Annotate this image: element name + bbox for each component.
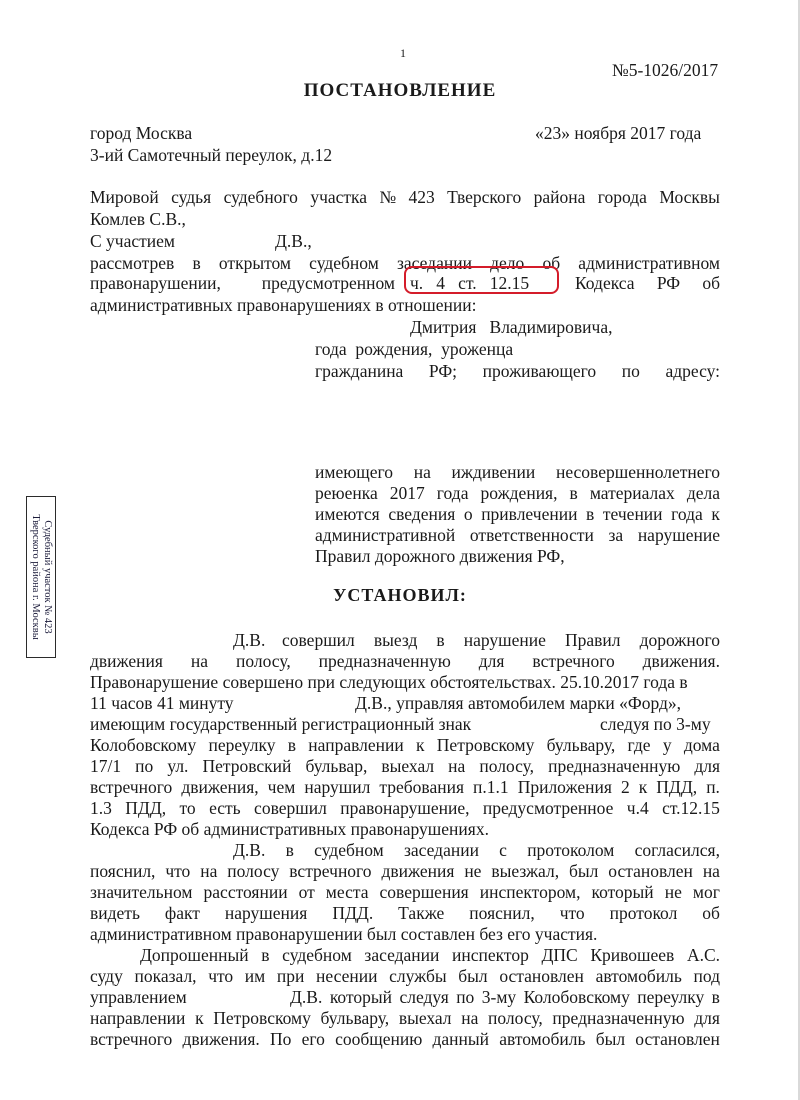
- word: к: [195, 1008, 204, 1028]
- word: дела: [686, 483, 720, 503]
- p1-line-10: Кодекса РФ об административных правонарушениях.: [90, 819, 489, 839]
- word: полосу,: [236, 651, 291, 671]
- word: выехал: [381, 756, 435, 776]
- word: к: [711, 504, 720, 524]
- word: места: [325, 882, 369, 902]
- word: за: [608, 525, 624, 545]
- word: Приложения: [517, 777, 612, 797]
- word: 1.3: [90, 798, 112, 818]
- word: движения: [90, 651, 163, 671]
- p1-line-5b: следуя по 3-му: [600, 714, 711, 734]
- word: в: [586, 504, 595, 524]
- word: ул.: [167, 756, 189, 776]
- word: Кодекса: [575, 273, 635, 293]
- word: который: [591, 882, 654, 902]
- word: протокол: [609, 903, 678, 923]
- p1-line-5a: имеющим государственный регистрационный знак: [90, 714, 472, 734]
- word: что: [165, 861, 191, 881]
- word: на: [190, 651, 209, 671]
- word: встречного: [90, 777, 173, 797]
- word: судебном: [309, 253, 379, 273]
- word: Москвы: [659, 187, 720, 207]
- word: суду: [90, 966, 123, 986]
- word: мог: [692, 882, 720, 902]
- word: следуя: [399, 987, 449, 1007]
- word: для: [478, 651, 505, 671]
- word: по: [135, 756, 154, 776]
- p3-line-5: [90, 1029, 720, 1049]
- word: правонарушение,: [340, 798, 470, 818]
- word: выезд: [373, 630, 418, 650]
- court-address: 3-ий Самотечный переулок, д.12: [90, 145, 333, 165]
- word: полосу,: [479, 756, 535, 776]
- word: судебном: [282, 945, 352, 965]
- judge-name: Комлев С.В.,: [90, 209, 186, 229]
- word: бульвару,: [546, 735, 616, 755]
- word: Д.В.: [233, 840, 266, 860]
- word: заседании: [396, 253, 472, 273]
- word: реюенка: [315, 483, 378, 503]
- against-line: административных правонарушениях в отношении:: [90, 295, 477, 315]
- word: есть: [209, 798, 241, 818]
- judge-line-1: [90, 187, 720, 207]
- word: предназначенную: [318, 651, 451, 671]
- word: в: [285, 840, 294, 860]
- word: протоколом: [527, 840, 615, 860]
- p2-line-4: [90, 903, 720, 923]
- p1-line-7: [90, 756, 720, 776]
- word: был: [595, 1029, 626, 1049]
- word: судебного: [223, 187, 298, 207]
- word: согласился,: [634, 840, 720, 860]
- word: нарушил: [304, 777, 371, 797]
- word: требования: [379, 777, 464, 797]
- word: 423: [408, 187, 435, 207]
- word: несовершеннолетнего: [555, 462, 720, 482]
- word: полосу: [227, 861, 280, 881]
- word: чем: [267, 777, 296, 797]
- word: направлении: [308, 735, 404, 755]
- word: на: [702, 861, 720, 881]
- word: то: [179, 798, 196, 818]
- word: Петровскому: [213, 1008, 311, 1028]
- stamp-line-1: Судебный участок № 423: [42, 520, 53, 634]
- word: автомобиль: [595, 966, 682, 986]
- word: факт: [164, 903, 200, 923]
- word: при: [276, 966, 305, 986]
- word: 3-му: [481, 987, 517, 1007]
- word: об: [702, 903, 720, 923]
- word: иждивении: [451, 462, 536, 482]
- records-line: [315, 504, 720, 524]
- word: ДПС: [541, 945, 578, 965]
- stamp-line-2: Тверского района г. Москвы: [30, 514, 41, 640]
- word: совершения: [379, 882, 469, 902]
- word: предназначенную: [548, 756, 681, 776]
- offense-line-b: [575, 273, 720, 293]
- word: сведения: [388, 504, 456, 524]
- word: административной: [315, 525, 456, 545]
- word: РФ;: [428, 361, 458, 381]
- word: на: [448, 756, 466, 776]
- word: по: [456, 987, 475, 1007]
- word: его: [301, 1029, 325, 1049]
- word: Колобовскому: [90, 735, 197, 755]
- word: выехал: [398, 1008, 452, 1028]
- word: Колобовскому: [523, 987, 630, 1007]
- word: для: [694, 756, 720, 776]
- word: к: [416, 735, 425, 755]
- word: гражданина: [315, 361, 404, 381]
- word: у: [662, 735, 672, 755]
- word: дело: [490, 253, 525, 273]
- liability-line: [315, 525, 720, 545]
- word: встречного: [289, 861, 372, 881]
- word: на: [200, 861, 218, 881]
- word: 17/1: [90, 756, 122, 776]
- word: встречного: [90, 1029, 173, 1049]
- word: рождения,: [480, 483, 558, 503]
- word: был: [458, 966, 488, 986]
- word: 2: [620, 777, 630, 797]
- offense-line-a: [90, 273, 395, 293]
- participation-label: С участием: [90, 231, 175, 251]
- stamp-text: [29, 496, 53, 658]
- word: привлечении: [481, 504, 578, 524]
- word: ПДД,: [656, 777, 698, 797]
- word: ответственности: [469, 525, 594, 545]
- word: службы: [389, 966, 447, 986]
- participant-initials: Д.В.,: [275, 231, 312, 251]
- word: открытом: [218, 253, 291, 273]
- word: Также: [398, 903, 445, 923]
- word: инспектор: [452, 945, 529, 965]
- established-heading: УСТАНОВИЛ:: [333, 585, 467, 605]
- word: на: [461, 1008, 479, 1028]
- word: видеть: [90, 903, 140, 923]
- p1-line-4a: 11 часов 41 минуту: [90, 693, 234, 713]
- p1-line-3: Правонарушение совершено при следующих обстоятельствах. 25.10.2017 года в: [90, 672, 688, 692]
- word: Правил: [564, 630, 621, 650]
- word: пояснил,: [90, 861, 156, 881]
- word: под: [693, 966, 720, 986]
- p1-line-6: [90, 735, 720, 755]
- word: где: [627, 735, 651, 755]
- word: переулку: [208, 735, 276, 755]
- p2-line-3: [90, 882, 720, 902]
- word: что: [559, 903, 585, 923]
- place-city: город Москва: [90, 123, 193, 143]
- p1-line-8: [90, 777, 720, 797]
- article-highlight-circle: [404, 266, 559, 294]
- word: который: [329, 987, 392, 1007]
- word: течении: [602, 504, 663, 524]
- p1-initials: Д.В.: [233, 630, 266, 650]
- word: ПДД,: [125, 798, 167, 818]
- word: об: [702, 273, 720, 293]
- word: в: [192, 253, 201, 273]
- word: в: [436, 630, 445, 650]
- p1-line-1: [282, 630, 720, 650]
- word: не: [464, 861, 482, 881]
- word: в: [287, 735, 297, 755]
- word: дома: [683, 735, 720, 755]
- word: в: [261, 945, 270, 965]
- p3-line-1: [140, 945, 720, 965]
- word: нарушение: [637, 525, 720, 545]
- word: о: [463, 504, 473, 524]
- word: А.С.: [686, 945, 720, 965]
- page-number: 1: [400, 46, 406, 60]
- p1-line-2: [90, 651, 720, 671]
- p2-line-1: [233, 840, 720, 860]
- word: предназначенную: [552, 1008, 685, 1028]
- word: материалах: [589, 483, 675, 503]
- word: административном: [578, 253, 720, 273]
- case-number: №5-1026/2017: [612, 60, 719, 80]
- word: РФ: [656, 273, 681, 293]
- word: что: [208, 966, 234, 986]
- word: Кривошеев: [590, 945, 675, 965]
- word: остановлен: [499, 966, 584, 986]
- word: сообщению: [335, 1029, 423, 1049]
- word: адресу:: [665, 361, 720, 381]
- decision-date: «23» ноября 2017 года: [535, 123, 702, 143]
- word: несении: [316, 966, 378, 986]
- word: п.1.1: [473, 777, 509, 797]
- person-birth: года рождения, уроженца: [315, 339, 514, 359]
- word: выезжал,: [491, 861, 560, 881]
- word: нарушения: [224, 903, 308, 923]
- word: Мировой: [90, 187, 159, 207]
- p3-line-2: [90, 966, 720, 986]
- p1-line-9: [90, 798, 720, 818]
- word: направлении: [90, 1008, 186, 1028]
- word: совершил: [254, 798, 327, 818]
- redacted-address: [310, 385, 730, 455]
- word: значительном: [90, 882, 193, 902]
- word: Д.В.: [290, 987, 323, 1007]
- word: для: [694, 1008, 720, 1028]
- word: был: [568, 861, 599, 881]
- word: п.: [706, 777, 720, 797]
- word: движения: [381, 861, 455, 881]
- word: автомобиль: [499, 1029, 586, 1049]
- word: района: [533, 187, 586, 207]
- word: к: [638, 777, 648, 797]
- word: рассмотрев: [90, 253, 175, 273]
- word: По: [270, 1029, 292, 1049]
- word: судебном: [314, 840, 384, 860]
- word: Петровский: [202, 756, 292, 776]
- word: 2017: [389, 483, 425, 503]
- word: заседании: [403, 840, 479, 860]
- word: движения.: [182, 1029, 260, 1049]
- word: им: [244, 966, 266, 986]
- p2-line-2: [90, 861, 720, 881]
- word: предусмотренном: [261, 273, 395, 293]
- word: встречного: [532, 651, 615, 671]
- word: данный: [432, 1029, 490, 1049]
- p3-line-3b: [290, 987, 720, 1007]
- word: совершил: [282, 630, 355, 650]
- word: судья: [171, 187, 212, 207]
- word: города: [597, 187, 647, 207]
- word: расстоянии: [203, 882, 288, 902]
- word: правонарушении,: [90, 273, 221, 293]
- word: заседании: [364, 945, 440, 965]
- word: №: [379, 187, 397, 207]
- person-citizenship: [315, 361, 720, 381]
- child-line: [315, 483, 720, 503]
- word: в: [569, 483, 578, 503]
- redaction-box: [636, 314, 732, 338]
- p3-line-3a: управлением: [90, 987, 187, 1007]
- word: предусмотренное: [482, 798, 614, 818]
- p3-line-4: [90, 1008, 720, 1028]
- word: имеющего: [315, 462, 394, 482]
- word: не: [664, 882, 682, 902]
- word: остановлен: [608, 861, 693, 881]
- word: ПДД.: [332, 903, 374, 923]
- word: остановлен: [635, 1029, 720, 1049]
- word: в: [711, 987, 720, 1007]
- word: Петровскому: [436, 735, 535, 755]
- word: движения.: [642, 651, 720, 671]
- word: об: [542, 253, 561, 273]
- word: ст.12.15: [662, 798, 720, 818]
- word: года: [671, 504, 703, 524]
- word: Допрошенный: [140, 945, 249, 965]
- word: движения,: [181, 777, 259, 797]
- word: от: [298, 882, 315, 902]
- word: нарушение: [463, 630, 546, 650]
- dependents-line: [315, 462, 720, 482]
- word: года: [436, 483, 469, 503]
- word: с: [499, 840, 507, 860]
- p1-line-4b: Д.В., управляя автомобилем марки «Форд»,: [355, 693, 682, 713]
- word: инспектором,: [479, 882, 581, 902]
- court-stamp: [26, 496, 56, 658]
- word: дорожного: [639, 630, 720, 650]
- p2-line-5: административном правонарушении был составлен без его участия.: [90, 924, 598, 944]
- person-name: Дмитрия Владимировича,: [410, 317, 613, 337]
- word: бульвар,: [305, 756, 368, 776]
- article-reference: ч. 4 ст. 12.15: [410, 273, 530, 293]
- word: на: [413, 462, 431, 482]
- word: ч.4: [626, 798, 649, 818]
- rules-line: Правил дорожного движения РФ,: [315, 546, 565, 566]
- word: показал,: [134, 966, 197, 986]
- word: имеются: [315, 504, 380, 524]
- word: бульвару,: [320, 1008, 390, 1028]
- word: переулку: [637, 987, 705, 1007]
- word: пояснил,: [469, 903, 535, 923]
- word: по: [621, 361, 640, 381]
- word: участка: [310, 187, 368, 207]
- document-title: ПОСТАНОВЛЕНИЕ: [303, 80, 497, 101]
- word: полосу,: [488, 1008, 543, 1028]
- word: Тверского: [447, 187, 522, 207]
- word: проживающего: [482, 361, 597, 381]
